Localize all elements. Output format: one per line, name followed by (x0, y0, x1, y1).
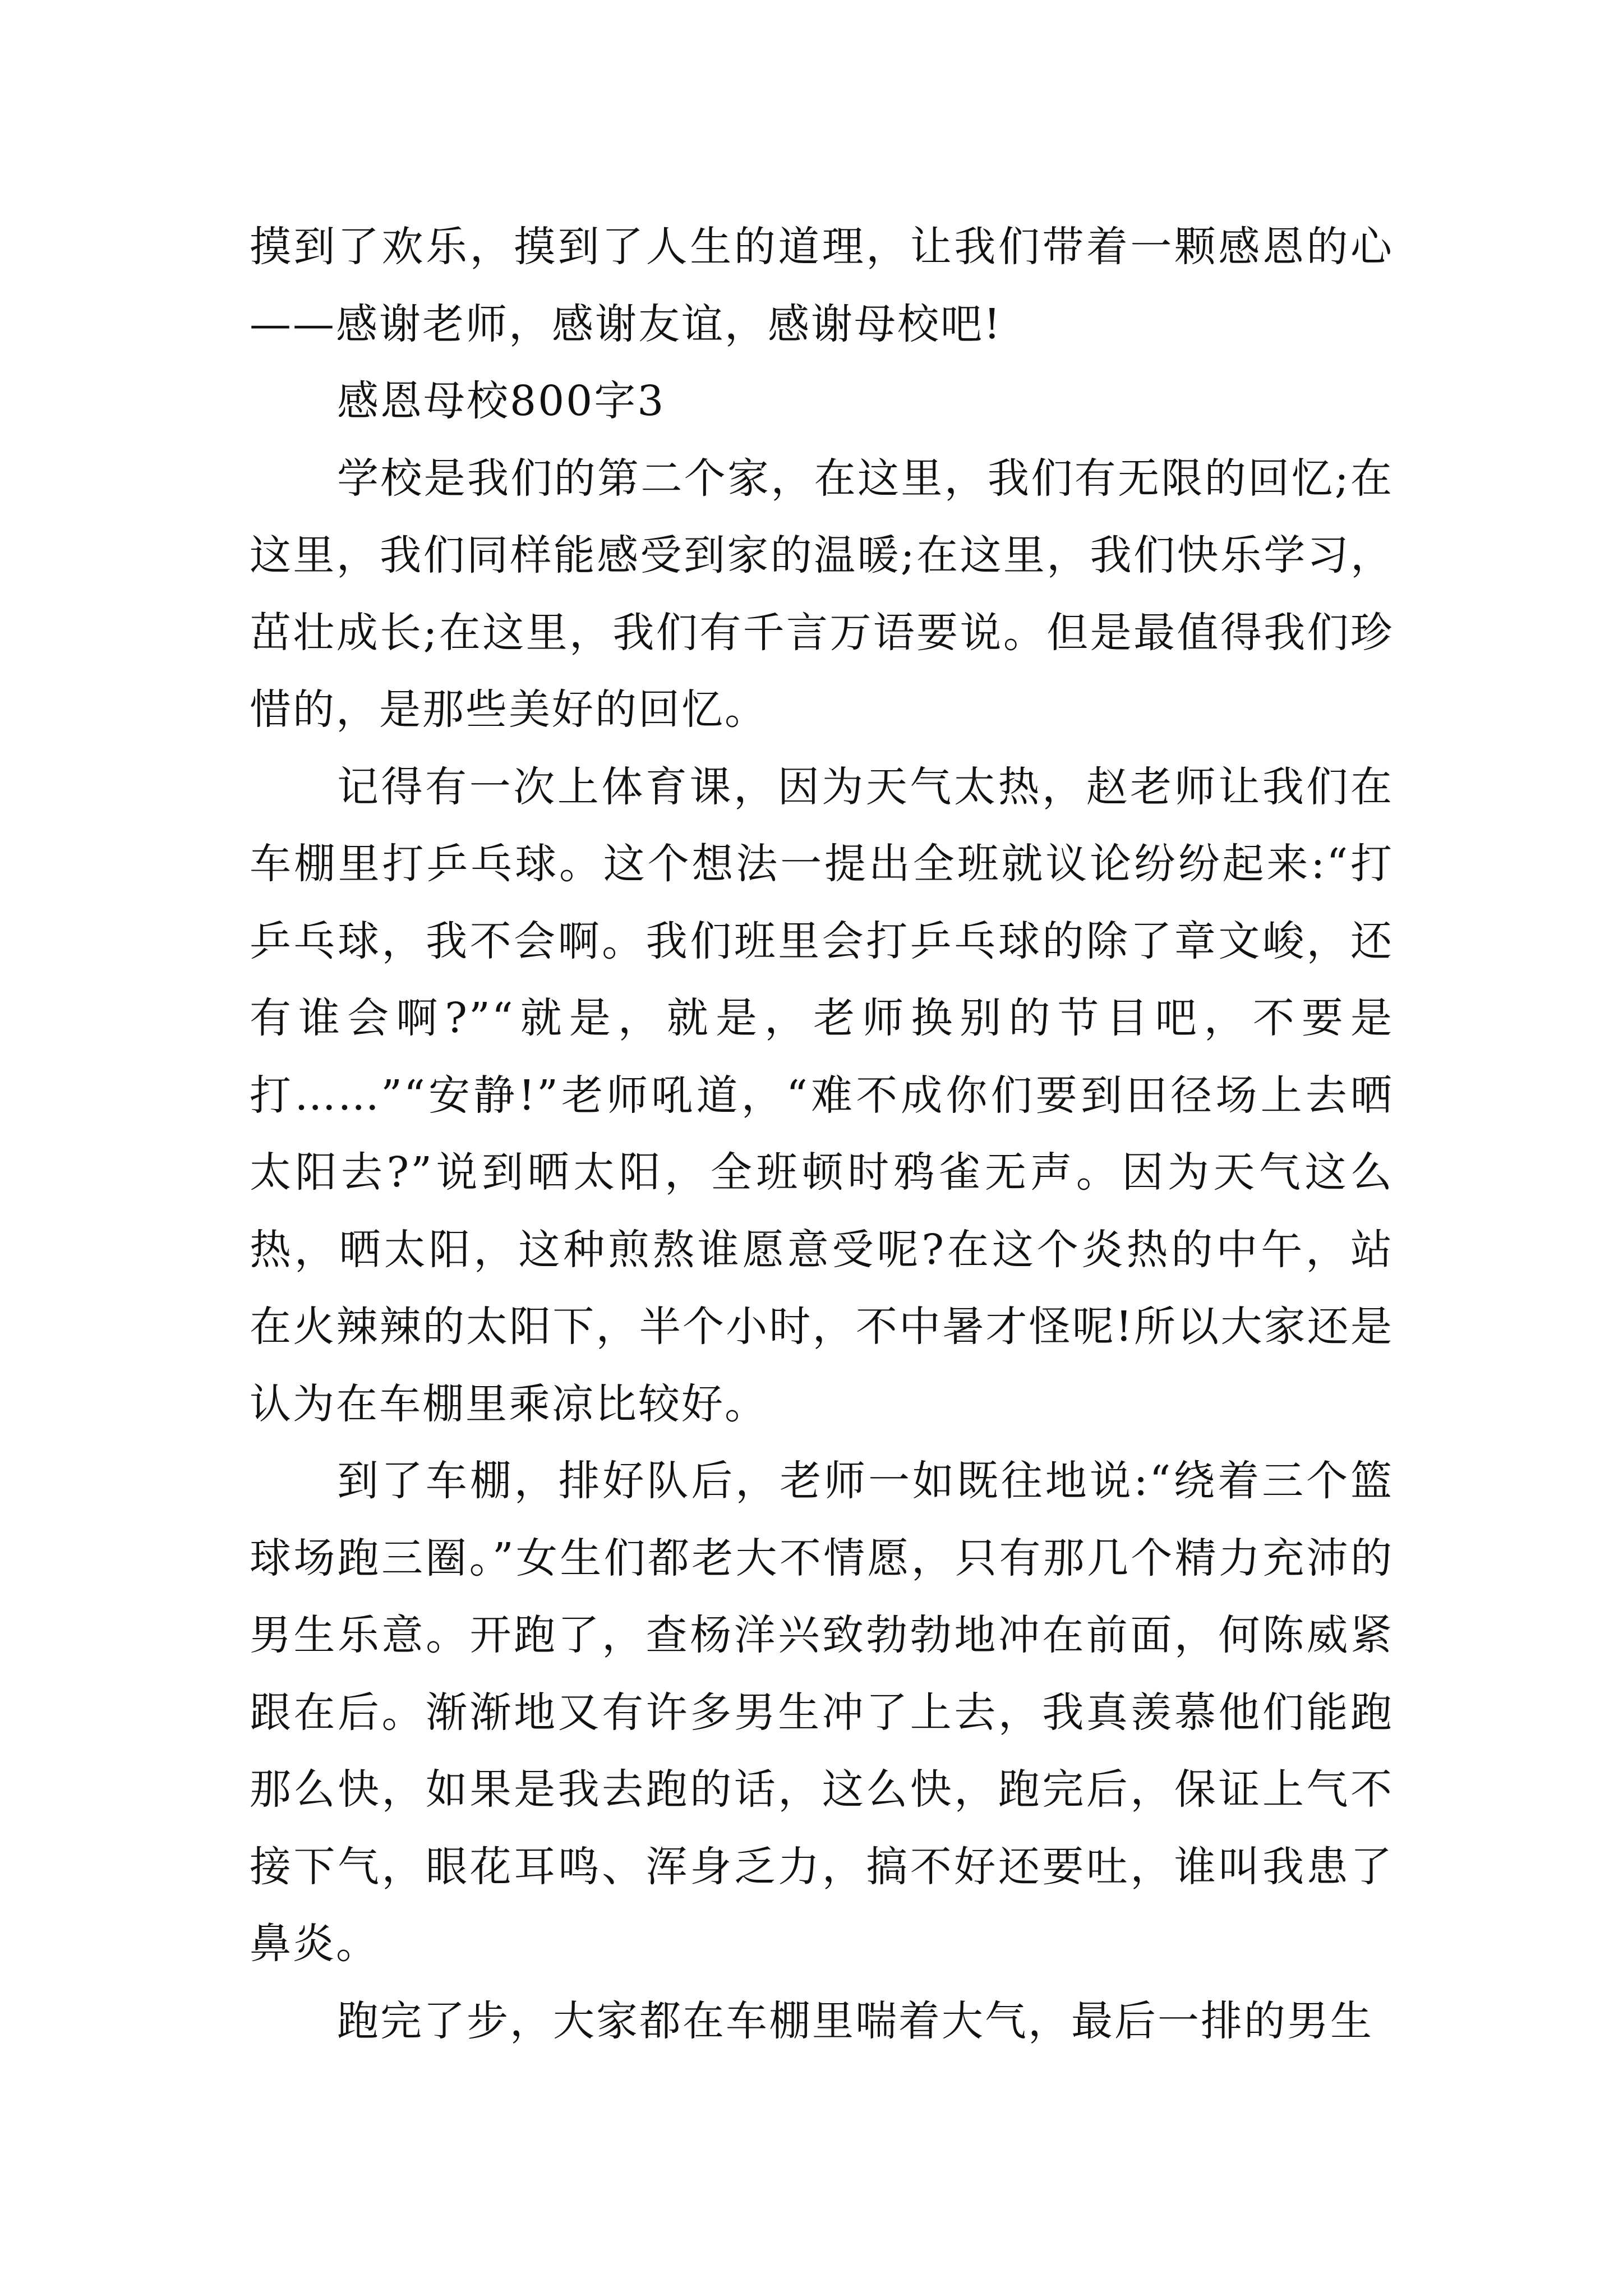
paragraph: 学校是我们的第二个家，在这里，我们有无限的回忆;在这里，我们同样能感受到家的温暖;在这里，我们快乐学习，茁壮成长;在这里，我们有千言万语要说。但是最值得我们珍惜的，是那些美好的回忆。 (250, 454, 1394, 734)
paragraph-continuation: 摸到了欢乐，摸到了人生的道理，让我们带着一颗感恩的心——感谢老师，感谢友谊，感谢母校吧! (250, 223, 1394, 348)
paragraph: 记得有一次上体育课，因为天气太热，赵老师让我们在车棚里打乒乓球。这个想法一提出全班就议论纷纷起来:“打乒乓球，我不会啊。我们班里会打乒乓球的除了章文峻，还有谁会啊?”“就是，就是，老师换别的节目吧，不要是打……”“安静!”老师吼道，“难不成你们要到田径场上去晒太阳去?”说到晒太阳，全班顿时鸦雀无声。因为天气这么热，晒太阳，这种煎熬谁愿意受呢?在这个炎热的中午，站在火辣辣的太阳下，半个小时，不中暑才怪呢!所以大家还是认为在车棚里乘凉比较好。 (250, 762, 1394, 1428)
paragraph: 到了车棚，排好队后，老师一如既往地说:“绕着三个篮球场跑三圈。”女生们都老大不情愿，只有那几个精力充沛的男生乐意。开跑了，查杨洋兴致勃勃地冲在前面，何陈威紧跟在后。渐渐地又有许多男生冲了上去，我真羡慕他们能跑那么快，如果是我去跑的话，这么快，跑完后，保证上气不接下气，眼花耳鸣、浑身乏力，搞不好还要吐，谁叫我患了鼻炎。 (250, 1457, 1394, 1968)
paragraph: 跑完了步，大家都在车棚里喘着大气，最后一排的男生 (337, 1996, 1373, 2045)
body-text (250, 209, 1394, 2060)
section-title: 感恩母校800字3 (337, 377, 666, 425)
